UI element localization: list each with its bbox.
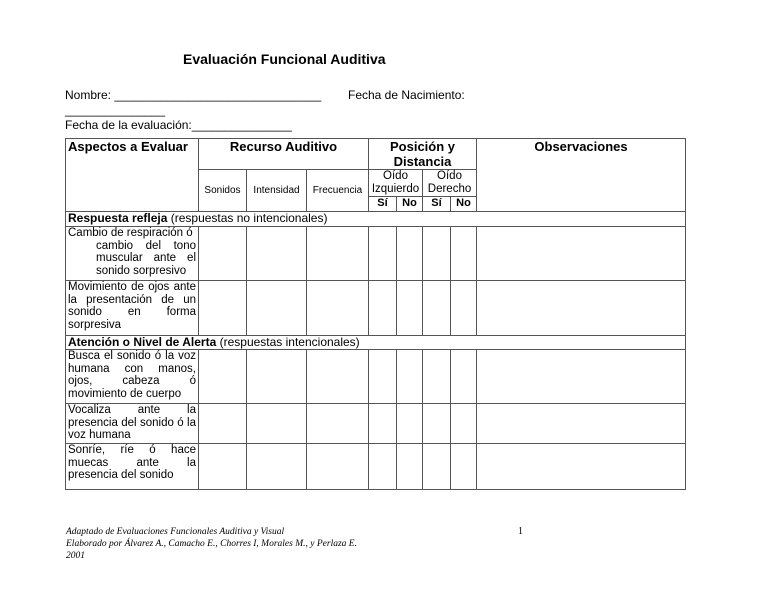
cell-no-derecho[interactable] [451, 444, 477, 490]
table-row [66, 404, 686, 444]
section-note: (respuestas no intencionales) [167, 211, 328, 225]
item-text-indented: cambio del tono muscular ante el sonido sorpresivo [96, 239, 196, 277]
header-recurso-auditivo: Recurso Auditivo [199, 139, 369, 170]
cell-sonidos[interactable] [199, 281, 247, 336]
cell-intensidad[interactable] [247, 350, 307, 404]
evaluation-table [65, 138, 686, 490]
cell-intensidad[interactable] [247, 444, 307, 490]
page-number: 1 [518, 526, 523, 537]
cell-si-derecho[interactable] [423, 404, 451, 444]
section-title: Atención o Nivel de Alerta [68, 335, 217, 349]
section-title: Respuesta refleja [68, 211, 168, 225]
header-aspectos: Aspectos a Evaluar [66, 139, 199, 212]
fecha-nacimiento-continuation: _______________ [65, 103, 166, 117]
cell-si-izquierdo[interactable] [369, 404, 397, 444]
subheader-si-izquierdo: Sí [369, 197, 397, 212]
cell-intensidad[interactable] [247, 404, 307, 444]
table-row [66, 227, 686, 281]
cell-no-derecho[interactable] [451, 404, 477, 444]
cell-observaciones[interactable] [477, 444, 686, 490]
footer-credits [66, 526, 357, 562]
cell-frecuencia[interactable] [307, 404, 369, 444]
cell-si-derecho[interactable] [423, 444, 451, 490]
subheader-intensidad: Intensidad [247, 170, 307, 212]
section-respuesta-refleja [66, 212, 686, 227]
footer-line-1: Adaptado de Evaluaciones Funcionales Auditiva y Visual [66, 527, 285, 537]
cell-si-derecho[interactable] [423, 227, 451, 281]
subheader-si-derecho: Sí [423, 197, 451, 212]
cell-sonidos[interactable] [199, 350, 247, 404]
section-row-respuesta-refleja [66, 212, 686, 227]
cell-no-derecho[interactable] [451, 350, 477, 404]
cell-frecuencia[interactable] [307, 350, 369, 404]
fecha-evaluacion-field: Fecha de la evaluación:_______________ [65, 118, 292, 132]
item-movimiento-ojos: Movimiento de ojos ante la presentación de un sonido en forma sorpresiva [66, 281, 199, 336]
cell-no-izquierdo[interactable] [397, 227, 423, 281]
cell-no-derecho[interactable] [451, 227, 477, 281]
subheader-oido-izquierdo: Oído Izquierdo [369, 170, 423, 197]
cell-observaciones[interactable] [477, 350, 686, 404]
cell-si-derecho[interactable] [423, 281, 451, 336]
subheader-sonidos: Sonidos [199, 170, 247, 212]
item-cambio-respiracion [66, 227, 199, 281]
cell-frecuencia[interactable] [307, 227, 369, 281]
subheader-oido-derecho: Oído Derecho [423, 170, 477, 197]
cell-si-izquierdo[interactable] [369, 350, 397, 404]
cell-no-izquierdo[interactable] [397, 281, 423, 336]
cell-observaciones[interactable] [477, 404, 686, 444]
header-posicion-distancia: Posición y Distancia [369, 139, 477, 170]
item-sonrie: Sonríe, ríe ó hace muecas ante la presencia del sonido [66, 444, 199, 490]
header-observaciones: Observaciones [477, 139, 686, 212]
cell-si-izquierdo[interactable] [369, 444, 397, 490]
cell-frecuencia[interactable] [307, 444, 369, 490]
nombre-field: Nombre: _______________________________ [65, 88, 322, 102]
cell-no-izquierdo[interactable] [397, 444, 423, 490]
section-row-atencion [66, 336, 686, 350]
table-row [66, 350, 686, 404]
fecha-nacimiento-field: Fecha de Nacimiento: [348, 88, 465, 102]
footer-line-3: 2001 [66, 551, 85, 561]
subheader-no-izquierdo: No [397, 197, 423, 212]
subheader-frecuencia: Frecuencia [307, 170, 369, 212]
item-text: Cambio de respiración ó [68, 227, 193, 239]
section-atencion-alerta [66, 336, 686, 350]
cell-sonidos[interactable] [199, 227, 247, 281]
item-vocaliza: Vocaliza ante la presencia del sonido ó la voz humana [66, 404, 199, 444]
cell-intensidad[interactable] [247, 227, 307, 281]
cell-no-izquierdo[interactable] [397, 404, 423, 444]
cell-si-izquierdo[interactable] [369, 227, 397, 281]
table-row [66, 444, 686, 490]
section-note: (respuestas intencionales) [216, 335, 360, 349]
cell-sonidos[interactable] [199, 404, 247, 444]
cell-no-izquierdo[interactable] [397, 350, 423, 404]
cell-no-derecho[interactable] [451, 281, 477, 336]
cell-frecuencia[interactable] [307, 281, 369, 336]
cell-observaciones[interactable] [477, 281, 686, 336]
header-row [66, 139, 686, 170]
cell-sonidos[interactable] [199, 444, 247, 490]
cell-intensidad[interactable] [247, 281, 307, 336]
subheader-no-derecho: No [451, 197, 477, 212]
table-row [66, 281, 686, 336]
item-busca-sonido: Busca el sonido ó la voz humana con manos, ojos, cabeza ó movimiento de cuerpo [66, 350, 199, 404]
cell-si-izquierdo[interactable] [369, 281, 397, 336]
cell-si-derecho[interactable] [423, 350, 451, 404]
document-title: Evaluación Funcional Auditiva [183, 51, 386, 67]
footer-line-2: Elaborado por Álvarez A., Camacho E., Chorres I, Morales M., y Perlaza E. [66, 539, 357, 549]
cell-observaciones[interactable] [477, 227, 686, 281]
